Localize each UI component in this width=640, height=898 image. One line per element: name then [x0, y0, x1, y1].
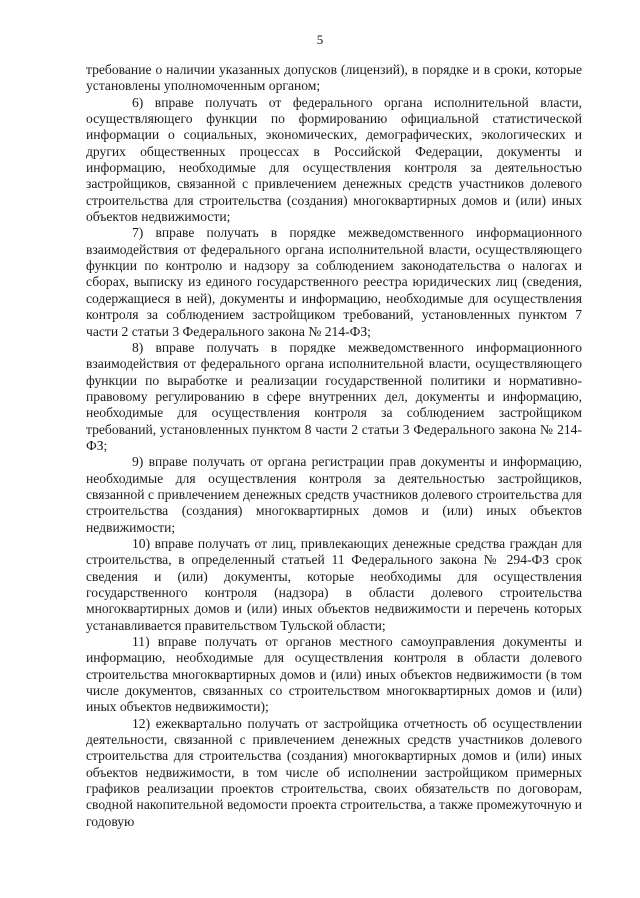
paragraph-item-11: 11) вправе получать от органов местного самоуправления документы и информацию, необходимые для осуществления контроля в области долевого строительства многоквартирных домов и (или) иных объектов недвижимости (в том числе документов, связанных со строительством многоквартирных домов и (или) иных объектов недвижимости);	[86, 634, 582, 715]
paragraph-item-8: 8) вправе получать в порядке межведомственного информационного взаимодействия от федерального органа исполнительной власти, осуществляющего функции по выработке и реализации государственной политики и нормативно-правовому регулированию в сфере внутренних дел, документы и информацию, необходимые для осуществления контроля за соблюдением застройщиком требований, установленных пунктом 8 части 2 статьи 3 Федерального закона № 214-ФЗ;	[86, 339, 582, 453]
paragraph-continuation: требование о наличии указанных допусков (лицензий), в порядке и в сроки, которые установлены уполномоченным органом;	[86, 62, 582, 94]
paragraph-item-12: 12) ежеквартально получать от застройщика отчетность об осуществлении деятельности, связанной с привлечением денежных средств участников долевого строительства для строительства (создания) многоквартирных домов и (или) иных объектов недвижимости, в том числе об исполнении застройщиком примерных графиков реализации проектов строительства, своих обязательств по договорам, сводной накопительной ведомости проекта строительства, а также промежуточную и годовую	[86, 715, 582, 829]
document-body	[86, 62, 582, 830]
page-number: 5	[316, 32, 324, 47]
paragraph-item-6: 6) вправе получать от федерального органа исполнительной власти, осуществляющего функции по формированию официальной статистической информации о социальных, экономических, демографических, экологических и других общественных процессах в Российской Федерации, документы и информацию, необходимые для осуществления контроля за деятельностью застройщиков, связанной с привлечением денежных средств участников долевого строительства для строительства (создания) многоквартирных домов и (или) иных объектов недвижимости;	[86, 94, 582, 225]
paragraph-item-9: 9) вправе получать от органа регистрации прав документы и информацию, необходимые для осуществления контроля за деятельностью застройщиков, связанной с привлечением денежных средств участников долевого строительства для строительства (создания) многоквартирных домов и (или) иных объектов недвижимости;	[86, 454, 582, 535]
paragraph-item-7: 7) вправе получать в порядке межведомственного информационного взаимодействия от федерального органа исполнительной власти, осуществляющего функции по контролю и надзору за соблюдением законодательства о налогах и сборах, выписку из единого государственного реестра юридических лиц (сведения, содержащиеся в ней), документы и информацию, необходимые для осуществления контроля за соблюдением застройщиком требований, установленных пунктом 7 части 2 статьи 3 Федерального закона № 214-ФЗ;	[86, 225, 582, 339]
paragraph-item-10: 10) вправе получать от лиц, привлекающих денежные средства граждан для строительства, в определенный статьей 11 Федерального закона № 294-ФЗ срок сведения и (или) документы, которые необходимы для осуществления государственного контроля (надзора) в области долевого строительства многоквартирных домов и (или) иных объектов недвижимости и перечень которых устанавливается правительством Тульской области;	[86, 535, 582, 633]
